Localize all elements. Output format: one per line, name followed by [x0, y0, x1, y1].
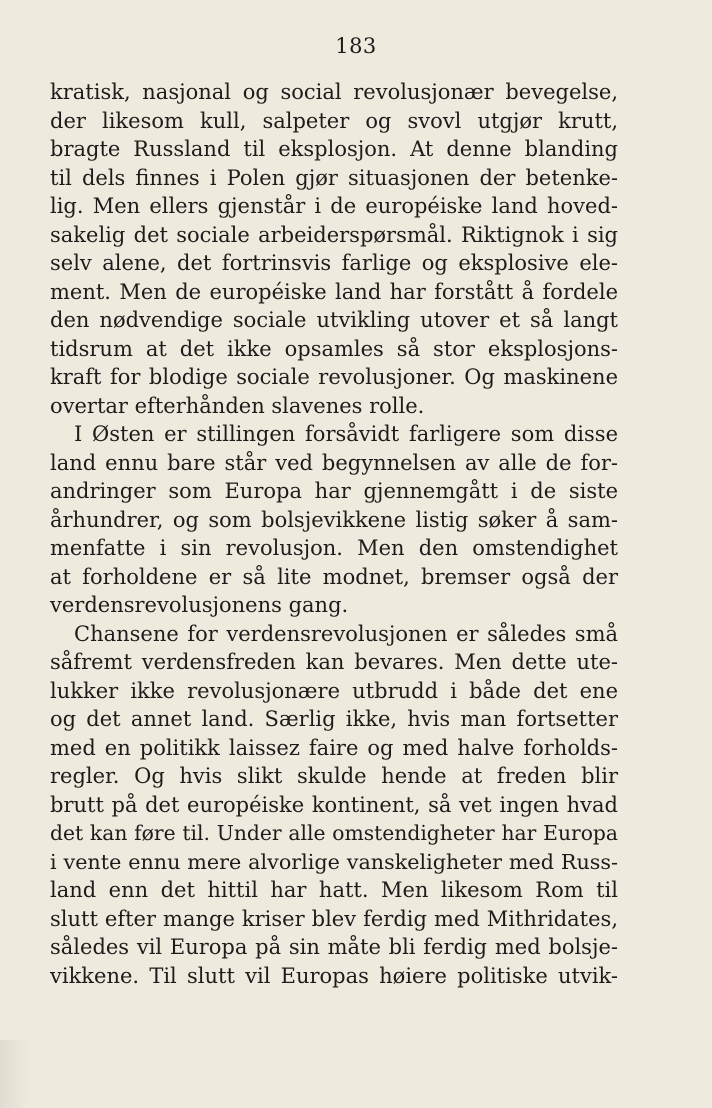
- text-line: vikkene. Til slutt vil Europas høiere politiske utvik-: [50, 963, 618, 988]
- text-line: brutt på det européiske kontinent, så vet ingen hvad: [50, 792, 618, 817]
- text-line: med en politikk laissez faire og med halve forholds-: [50, 735, 618, 760]
- text-line: det kan føre til. Under alle omstendigheter har Europa: [50, 821, 618, 845]
- text-line: Chansene for verdensrevolusjonen er således små: [74, 621, 618, 646]
- text-line: således vil Europa på sin måte bli ferdig med bolsje-: [50, 935, 618, 959]
- text-line: den nødvendige sociale utvikling utover et så langt: [50, 308, 618, 332]
- text-line: i vente ennu mere alvorlige vanskeligheter med Russ-: [50, 849, 618, 874]
- text-line: lig. Men ellers gjenstår i de européiske land hoved-: [50, 194, 618, 218]
- text-line: ment. Men de européiske land har forstått å fordele: [50, 279, 618, 304]
- text-line: der likesom kull, salpeter og svovl utgjør krutt,: [50, 108, 618, 133]
- text-line: I Østen er stillingen forsåvidt farligere som disse: [74, 422, 618, 446]
- text-line: verdensrevolusjonens gang.: [50, 593, 349, 617]
- text-line: menfatte i sin revolusjon. Men den omstendighet: [50, 536, 618, 560]
- text-line: land enn det hittil har hatt. Men likesom Rom til: [50, 878, 618, 902]
- text-line: selv alene, det fortrinsvis farlige og eksplosive ele-: [50, 251, 618, 275]
- text-line: sakelig det sociale arbeiderspørsmål. Riktignok i sig: [50, 222, 618, 247]
- text-line: andringer som Europa har gjennemgått i de siste: [50, 479, 618, 503]
- text-line: tidsrum at det ikke opsamles så stor eksplosjons-: [50, 336, 618, 361]
- text-line: århundrer, og som bolsjevikkene listig søker å sam-: [50, 507, 618, 532]
- page-edge-shadow: [0, 1040, 30, 1108]
- text-line: regler. Og hvis slikt skulde hende at freden blir: [50, 764, 618, 788]
- page-number: 183: [335, 34, 377, 58]
- text-line: land ennu bare står ved begynnelsen av alle de for-: [50, 450, 618, 475]
- text-line: lukker ikke revolusjonære utbrudd i både det ene: [50, 678, 618, 703]
- body-text: [50, 78, 618, 990]
- text-line: at forholdene er så lite modnet, bremser også der: [50, 564, 618, 589]
- text-line: overtar efterhånden slavenes rolle.: [50, 393, 425, 418]
- text-line: til dels finnes i Polen gjør situasjonen der betenke-: [50, 165, 618, 190]
- text-line: slutt efter mange kriser blev ferdig med Mithridates,: [50, 906, 618, 931]
- text-line: såfremt verdensfreden kan bevares. Men dette ute-: [50, 650, 618, 674]
- text-line: bragte Russland til eksplosjon. At denne blanding: [50, 137, 618, 161]
- text-line: kraft for blodige sociale revolusjoner. Og maskinene: [50, 365, 618, 389]
- text-line: kratisk, nasjonal og social revolusjonær bevegelse,: [50, 80, 618, 104]
- text-line: og det annet land. Særlig ikke, hvis man fortsetter: [50, 707, 618, 731]
